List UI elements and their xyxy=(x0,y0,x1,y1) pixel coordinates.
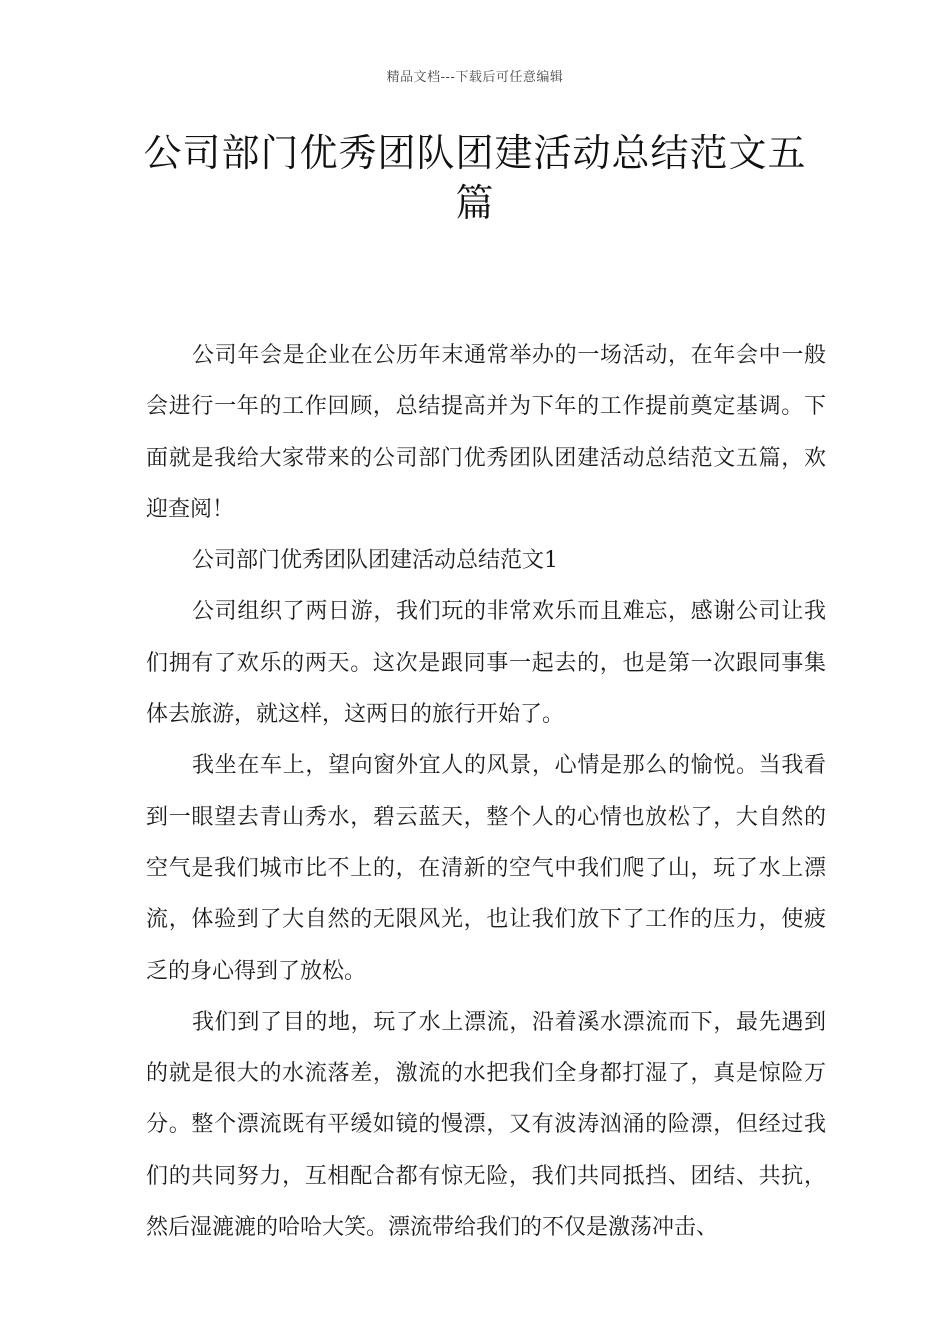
section-heading: 公司部门优秀团队团建活动总结范文1 xyxy=(192,548,558,574)
document-title: 公司部门优秀团队团建活动总结范文五篇 xyxy=(143,131,807,225)
body-paragraph: 公司组织了两日游，我们玩的非常欢乐而且难忘，感谢公司让我们拥有了欢乐的两天。这次是跟同事一起去的，也是第一次跟同事集体去旅游，就这样，这两日的旅行开始了。 xyxy=(146,599,826,728)
body-paragraph: 我们到了目的地，玩了水上漂流，沿着溪水漂流而下，最先遇到的就是很大的水流落差，激流的水把我们全身都打湿了，真是惊险万分。整个漂流既有平缓如镜的慢漂，又有波涛汹涌的险漂，但经过我们的共同努力，互相配合都有惊无险，我们共同抵挡、团结、共抗，然后湿漉漉的哈哈大笑。漂流带给我们的不仅是激荡冲击、 xyxy=(146,1009,826,1241)
intro-paragraph: 公司年会是企业在公历年末通常举办的一场活动，在年会中一般会进行一年的工作回顾，总结提高并为下年的工作提前奠定基调。下面就是我给大家带来的公司部门优秀团队团建活动总结范文五篇，欢迎查阅！ xyxy=(146,343,826,522)
document-body xyxy=(146,330,826,1253)
body-paragraph: 我坐在车上，望向窗外宜人的风景，心情是那么的愉悦。当我看到一眼望去青山秀水，碧云蓝天，整个人的心情也放松了，大自然的空气是我们城市比不上的，在清新的空气中我们爬了山，玩了水上漂流，体验到了大自然的无限风光，也让我们放下了工作的压力，使疲乏的身心得到了放松。 xyxy=(146,753,826,984)
header-note: 精品文档---下载后可任意编辑 xyxy=(386,70,564,85)
